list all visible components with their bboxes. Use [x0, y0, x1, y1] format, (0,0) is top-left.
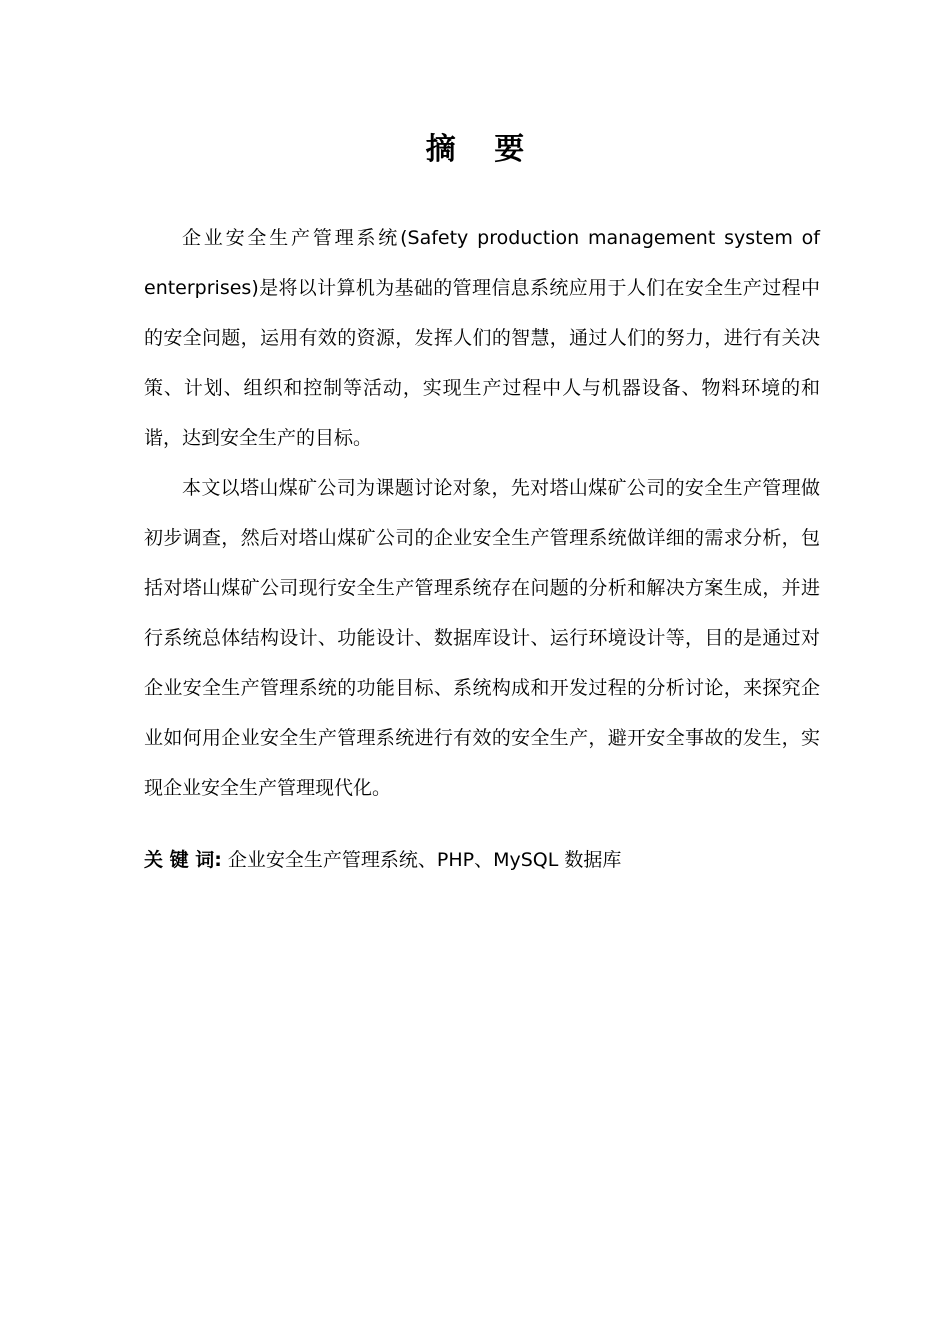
keywords-text: 企业安全生产管理系统、PHP、MySQL 数据库 — [227, 849, 622, 871]
keywords-label: 关 键 词: — [144, 849, 222, 871]
keywords-line — [144, 842, 820, 878]
abstract-paragraph-1: 企业安全生产管理系统(Safety production management system of enterprises)是将以计算机为基础的管理信息系统应用于人们在安全生产过程中的安全问题，运用有效的资源，发挥人们的智慧，通过人们的努力，进行有关决策、计划、组织和控制等活动，实现生产过程中人与机器设备、物料环境的和谐，达到安全生产的目标。 — [144, 227, 820, 449]
abstract-paragraph-2: 本文以塔山煤矿公司为课题讨论对象，先对塔山煤矿公司的安全生产管理做初步调查，然后对塔山煤矿公司的企业安全生产管理系统做详细的需求分析，包括对塔山煤矿公司现行安全生产管理系统存在问题的分析和解决方案生成，并进行系统总体结构设计、功能设计、数据库设计、运行环境设计等，目的是通过对企业安全生产管理系统的功能目标、系统构成和开发过程的分析讨论，来探究企业如何用企业安全生产管理系统进行有效的安全生产，避开安全事故的发生，实现企业安全生产管理现代化。 — [144, 477, 820, 799]
abstract-body — [144, 213, 820, 813]
page-title: 摘 要 — [425, 132, 539, 167]
